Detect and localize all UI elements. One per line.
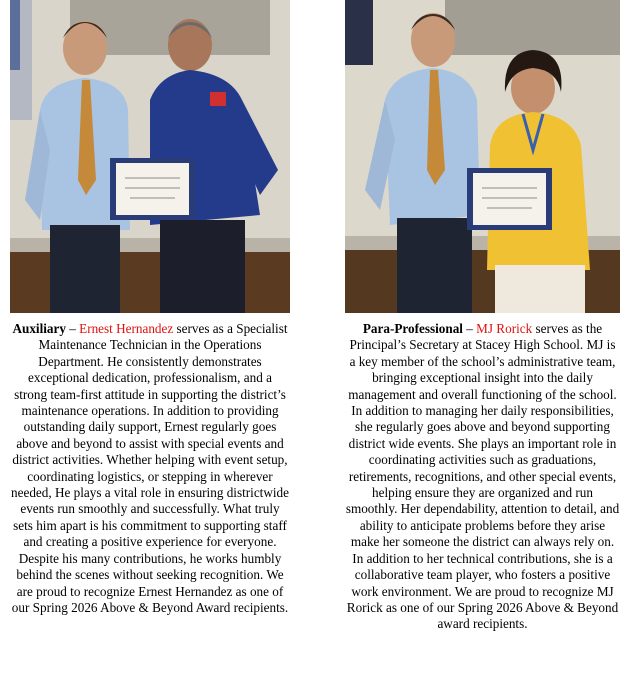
photo-mj-rorick	[345, 0, 620, 313]
recipient-card-right	[345, 0, 620, 633]
dash-separator: –	[462, 321, 477, 336]
recipient-name: MJ Rorick	[476, 321, 533, 336]
category-label: Auxiliary	[12, 321, 66, 336]
award-photo-left	[10, 0, 290, 313]
recipient-description-right	[345, 321, 620, 633]
category-label: Para-Professional	[362, 321, 463, 336]
recipient-card-left	[10, 0, 290, 616]
recipient-bio: serves as the Principal’s Secretary at Stacey High School. MJ is a key member of the school’s administrative team, bringing exceptional insight into the daily management and overall functioning of the school. In addition to managing her daily responsibilities, she regularly goes above and beyond supporting district wide events. She plays an important role in coordinating activities such as graduations, retirements, recognitions, and other special events, helping ensure they are organized and run smoothly. Her dependability, attention to detail, and ability to anticipate problems before they arise make her someone the district can always rely on. In addition to her technical contributions, she is a collaborative team player, who fosters a positive work environment. We are proud to recognize MJ Rorick as one of our Spring 2026 Above & Beyond award recipients.	[345, 321, 620, 632]
photo-ernest-hernandez	[10, 0, 290, 313]
award-photo-right	[345, 0, 620, 313]
recipient-name: Ernest Hernandez	[79, 321, 174, 336]
dash-separator: –	[65, 321, 80, 336]
recipient-bio: serves as a Specialist Maintenance Technician in the Operations Department. He consistently demonstrates exceptional dedication, professionalism, and a strong team-first attitude in supporting the district’s maintenance operations. In addition to providing outstanding daily support, Ernest regularly goes above and beyond to assist with special events and district activities. Whether helping with event setup, coordinating logistics, or stepping in wherever needed, He plays a vital role in ensuring districtwide events run smoothly and successfully. What truly sets him apart is his commitment to supporting staff and creating a positive experience for everyone. Despite his many contributions, he works humbly behind the scenes without seeking recognition. We are proud to recognize Ernest Hernandez as one of our Spring 2026 Above & Beyond Award recipients.	[11, 321, 289, 615]
recipient-description-left	[10, 321, 290, 616]
